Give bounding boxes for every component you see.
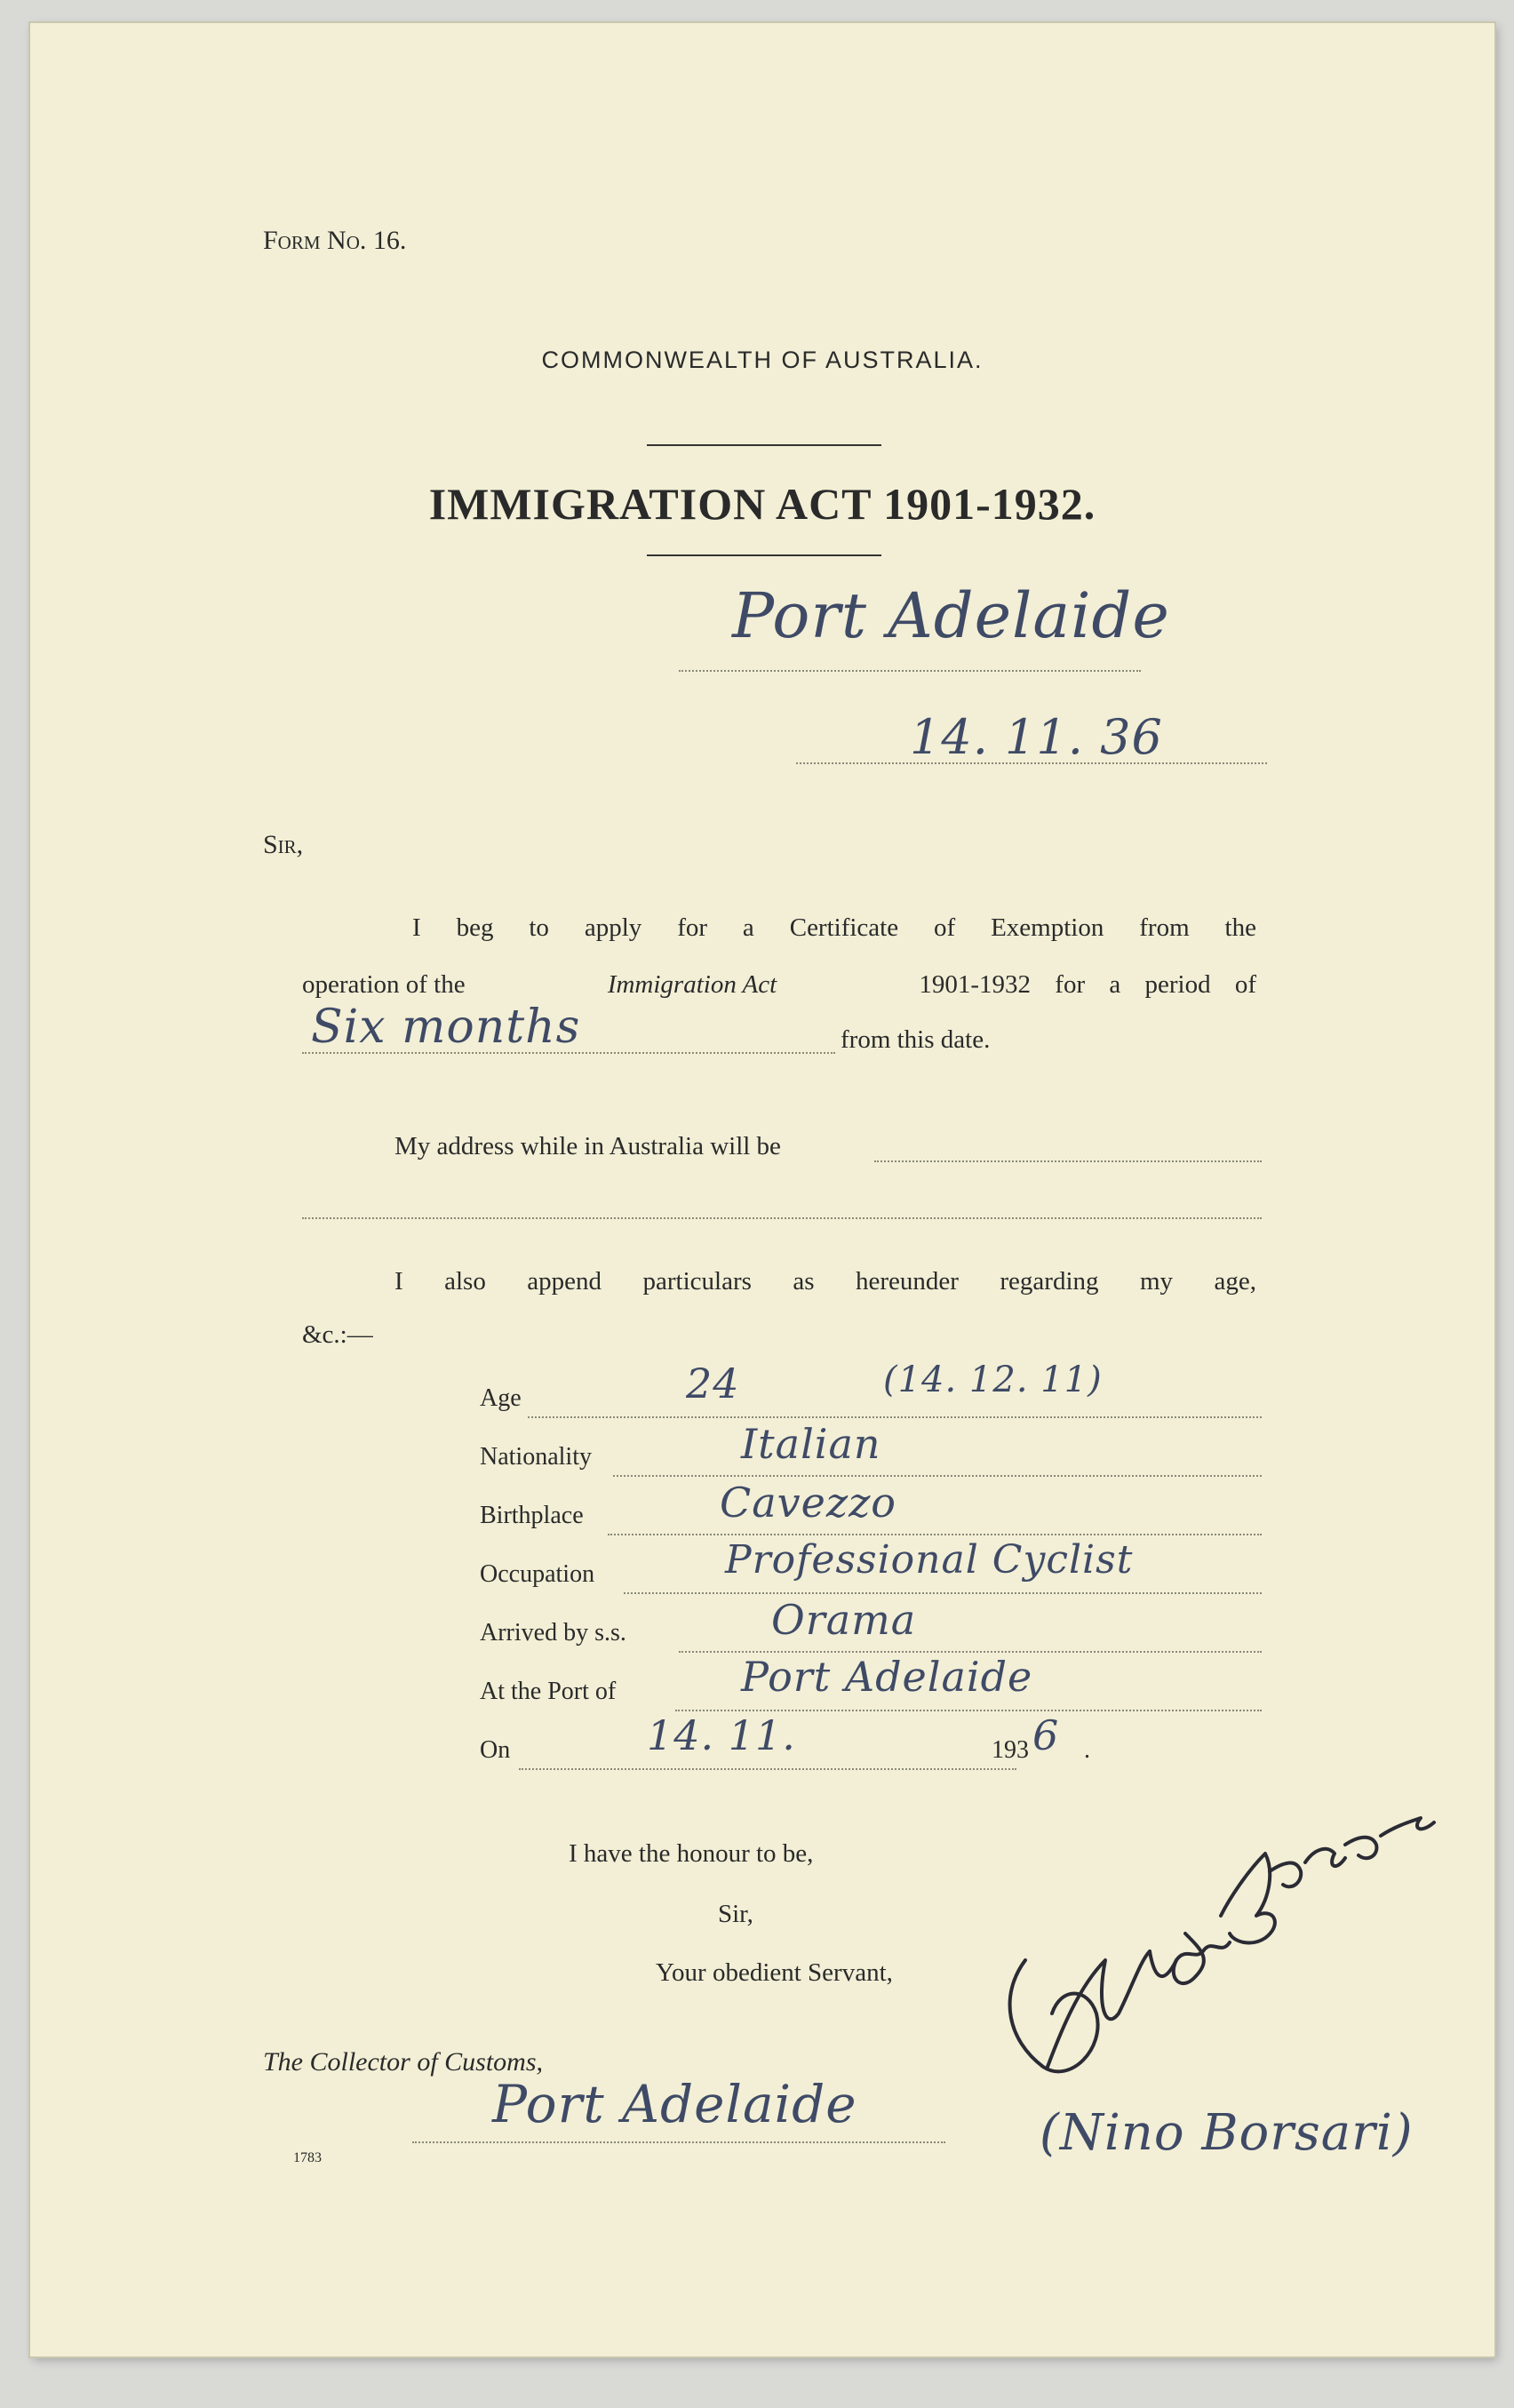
arrived-value: Orama [771, 1596, 917, 1644]
append-line-2: &c.:— [302, 1320, 373, 1349]
address-line-2 [302, 1217, 1262, 1219]
address-line-1 [874, 1160, 1262, 1162]
year-end: . [1084, 1736, 1090, 1764]
printed-name-handwritten: (Nino Borsari) [1040, 2104, 1414, 2162]
closing-line-2: Sir, [718, 1900, 753, 1928]
print-code: 1783 [293, 2150, 322, 2165]
occupation-line [624, 1592, 1262, 1594]
period-handwritten: Six months [311, 1001, 581, 1054]
port-label: At the Port of [480, 1678, 617, 1705]
collector-label: The Collector of Customs, [263, 2047, 544, 2077]
age-line [528, 1416, 1262, 1418]
address-label: My address while in Australia will be [394, 1132, 781, 1160]
form-page [30, 23, 1494, 2356]
application-line-2-suffix: 1901-1932 for a period of [919, 970, 1256, 999]
collector-place-line [412, 2141, 945, 2143]
form-number: Form No. 16. [263, 226, 407, 255]
act-title: IMMIGRATION ACT 1901-1932. [428, 479, 1096, 529]
place-line [679, 670, 1141, 672]
place-handwritten: Port Adelaide [732, 579, 1170, 652]
date-line [796, 762, 1267, 764]
application-line-1: I beg to apply for a Certificate of Exemption from the [412, 913, 1256, 942]
title-rule-top [647, 444, 881, 446]
handwritten-signature [963, 1694, 1461, 2120]
closing-line-1: I have the honour to be, [569, 1839, 814, 1868]
birthplace-value: Cavezzo [720, 1479, 896, 1527]
dob-value: (14. 12. 11) [883, 1359, 1103, 1400]
application-line-2-prefix: operation of the [302, 970, 466, 999]
on-label: On [480, 1736, 511, 1764]
occupation-label: Occupation [480, 1560, 595, 1588]
on-value: 14. 11. [647, 1711, 796, 1759]
arrived-label: Arrived by s.s. [480, 1619, 626, 1647]
birthplace-label: Birthplace [480, 1502, 584, 1529]
nationality-value: Italian [741, 1420, 881, 1468]
nationality-label: Nationality [480, 1443, 592, 1471]
country-heading: COMMONWEALTH OF AUSTRALIA. [541, 347, 984, 373]
append-line-1: I also append particulars as hereunder regarding my age, [394, 1267, 1256, 1296]
closing-line-3: Your obedient Servant, [656, 1958, 893, 1987]
year-suffix: 6 [1032, 1711, 1060, 1759]
birthplace-line [608, 1534, 1262, 1535]
collector-place-handwritten: Port Adelaide [492, 2074, 857, 2134]
date-handwritten: 14. 11. 36 [910, 709, 1163, 765]
port-value: Port Adelaide [741, 1653, 1033, 1701]
salutation: Sir, [263, 830, 304, 859]
occupation-value: Professional Cyclist [725, 1537, 1134, 1583]
age-value: 24 [686, 1359, 740, 1407]
act-name-italic: Immigration Act [607, 970, 777, 999]
title-rule-bottom [647, 554, 881, 556]
period-line [302, 1052, 835, 1054]
age-label: Age [480, 1384, 522, 1412]
nationality-line [613, 1475, 1262, 1477]
application-line-2 [302, 970, 1256, 1000]
year-prefix: 193 [992, 1736, 1029, 1764]
on-line [519, 1768, 1016, 1770]
application-line-3: from this date. [841, 1025, 991, 1054]
